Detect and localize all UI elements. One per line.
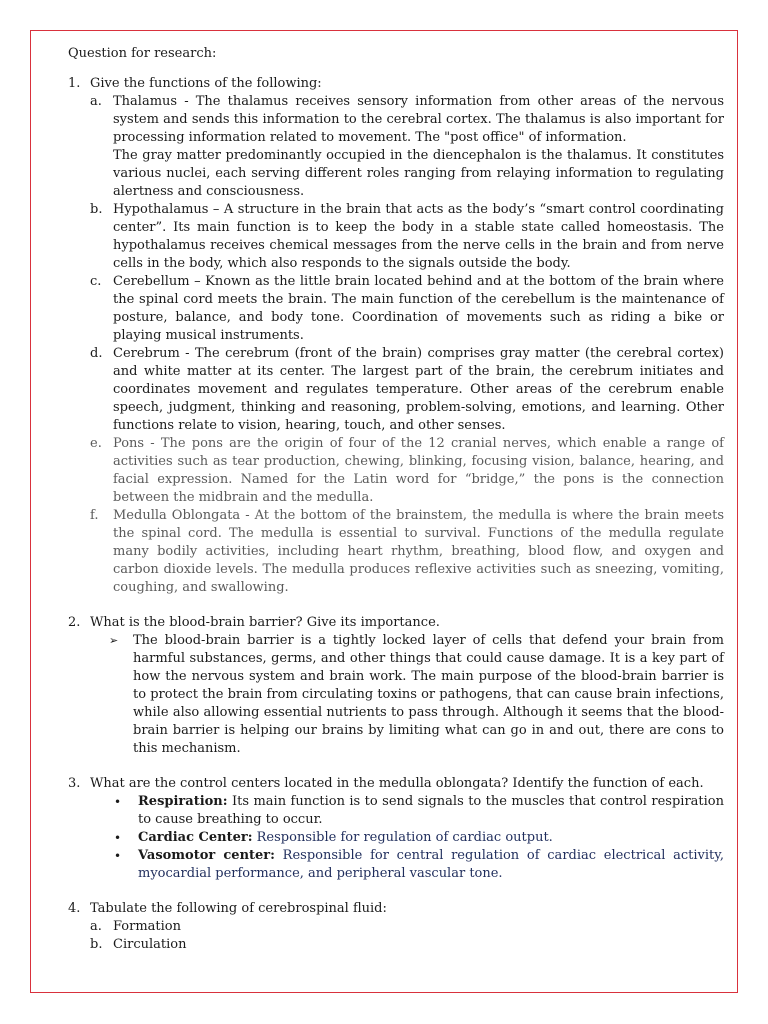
question-text: Give the functions of the following: [90,76,322,91]
question-text: What are the control centers located in the medulla oblongata? Identify the function of each. [90,776,704,791]
bullet-item-cardiac-center [114,829,724,847]
item-label: f. [90,508,99,523]
bullet-icon: • [114,849,122,863]
question-number: 3. [68,776,81,791]
list-item-cerebellum [90,273,724,345]
bullet-description: Responsible for regulation of cardiac output. [252,830,553,845]
document-page [30,30,738,993]
question-number: 4. [68,901,81,916]
item-text: Pons - The pons are the origin of four of the 12 cranial nerves, which enable a range of activities such as tear production, chewing, blinking, focusing vision, balance, hearing, and facial expression. Named for the Latin word for “bridge,” the pons is the connection between the midbrain and the medulla. [113,436,724,505]
item-label: d. [90,346,103,361]
item-label: a. [90,919,102,934]
question-number: 2. [68,615,81,630]
bullet-term: Vasomotor center: [138,848,275,863]
answer-text: The blood-brain barrier is a tightly locked layer of cells that defend your brain from harmful substances, germs, and other things that could cause damage. It is a key part of how the nervous system and brain work. The main purpose of the blood-brain barrier is to protect the brain from circulating toxins or pathogens, that can cause brain infections, while also allowing essential nutrients to pass through. Although it seems that the blood-brain barrier is helping our brains by limiting what can go in and out, there are cons to this mechanism. [133,633,724,756]
item-label: b. [90,202,103,217]
bullet-icon: • [114,831,122,845]
bullet-description: Responsible for central regulation of cardiac electrical activity, myocardial performance, and peripheral vascular tone. [138,848,724,881]
list-item-circulation [90,936,724,954]
item-label: a. [90,94,102,109]
question-text: Tabulate the following of cerebrospinal fluid: [90,901,387,916]
question-number: 1. [68,76,81,91]
page-heading: Question for research: [68,46,217,61]
question-3 [68,775,724,793]
item-text: Hypothalamus – A structure in the brain that acts as the body’s “smart control coordinating center”. Its main function is to keep the body in a stable state called homeostasis. The hypothalamus receives chemical messages from the nerve cells in the brain and from nerve cells in the body, which also responds to the signals outside the body. [113,202,724,271]
item-text: Formation [113,919,182,934]
list-item-formation [90,918,724,936]
item-label: c. [90,274,102,289]
question-text: What is the blood-brain barrier? Give its importance. [90,615,440,630]
list-item-pons [90,435,724,507]
question-1 [68,75,724,93]
item-text-continued: The gray matter predominantly occupied in the diencephalon is the thalamus. It constitutes various nuclei, each serving different roles ranging from relaying information to regulating alertness and consciousness. [113,148,724,199]
question-4 [68,900,724,918]
item-text: Circulation [113,937,187,952]
bullet-description: Its main function is to send signals to the muscles that control respiration to cause breathing to occur. [138,794,724,827]
bullet-term: Respiration: [138,794,228,809]
bullet-item-respiration [114,793,724,829]
answer-item [109,632,724,758]
item-text: Medulla Oblongata - At the bottom of the brainstem, the medulla is where the brain meets the spinal cord. The medulla is essential to survival. Functions of the medulla regulate many bodily activities, including heart rhythm, breathing, blood flow, and oxygen and carbon dioxide levels. The medulla produces reflexive activities such as sneezing, vomiting, coughing, and swallowing. [113,508,724,595]
list-item-hypothalamus [90,201,724,273]
item-label: e. [90,436,102,451]
list-item-cerebrum [90,345,724,435]
bullet-item-vasomotor-center [114,847,724,883]
document-content [68,45,724,954]
arrow-bullet-icon: ➢ [109,634,119,647]
question-2 [68,614,724,632]
item-text: Thalamus - The thalamus receives sensory information from other areas of the nervous system and sends this information to the cerebral cortex. The thalamus is also important for processing information related to movement. The "post office" of information. [113,94,724,145]
bullet-icon: • [114,795,122,809]
list-item-thalamus [90,93,724,201]
list-item-medulla-oblongata [90,507,724,597]
item-label: b. [90,937,103,952]
bullet-term: Cardiac Center: [138,830,253,845]
item-text: Cerebrum - The cerebrum (front of the brain) comprises gray matter (the cerebral cortex) and white matter at its center. The largest part of the brain, the cerebrum initiates and coordinates movement and regulates temperature. Other areas of the cerebrum enable speech, judgment, thinking and reasoning, problem-solving, emotions, and learning. Other functions relate to vision, hearing, touch, and other senses. [113,346,724,433]
item-text: Cerebellum – Known as the little brain located behind and at the bottom of the brain where the spinal cord meets the brain. The main function of the cerebellum is the maintenance of posture, balance, and body tone. Coordination of movements such as riding a bike or playing musical instruments. [113,274,724,343]
